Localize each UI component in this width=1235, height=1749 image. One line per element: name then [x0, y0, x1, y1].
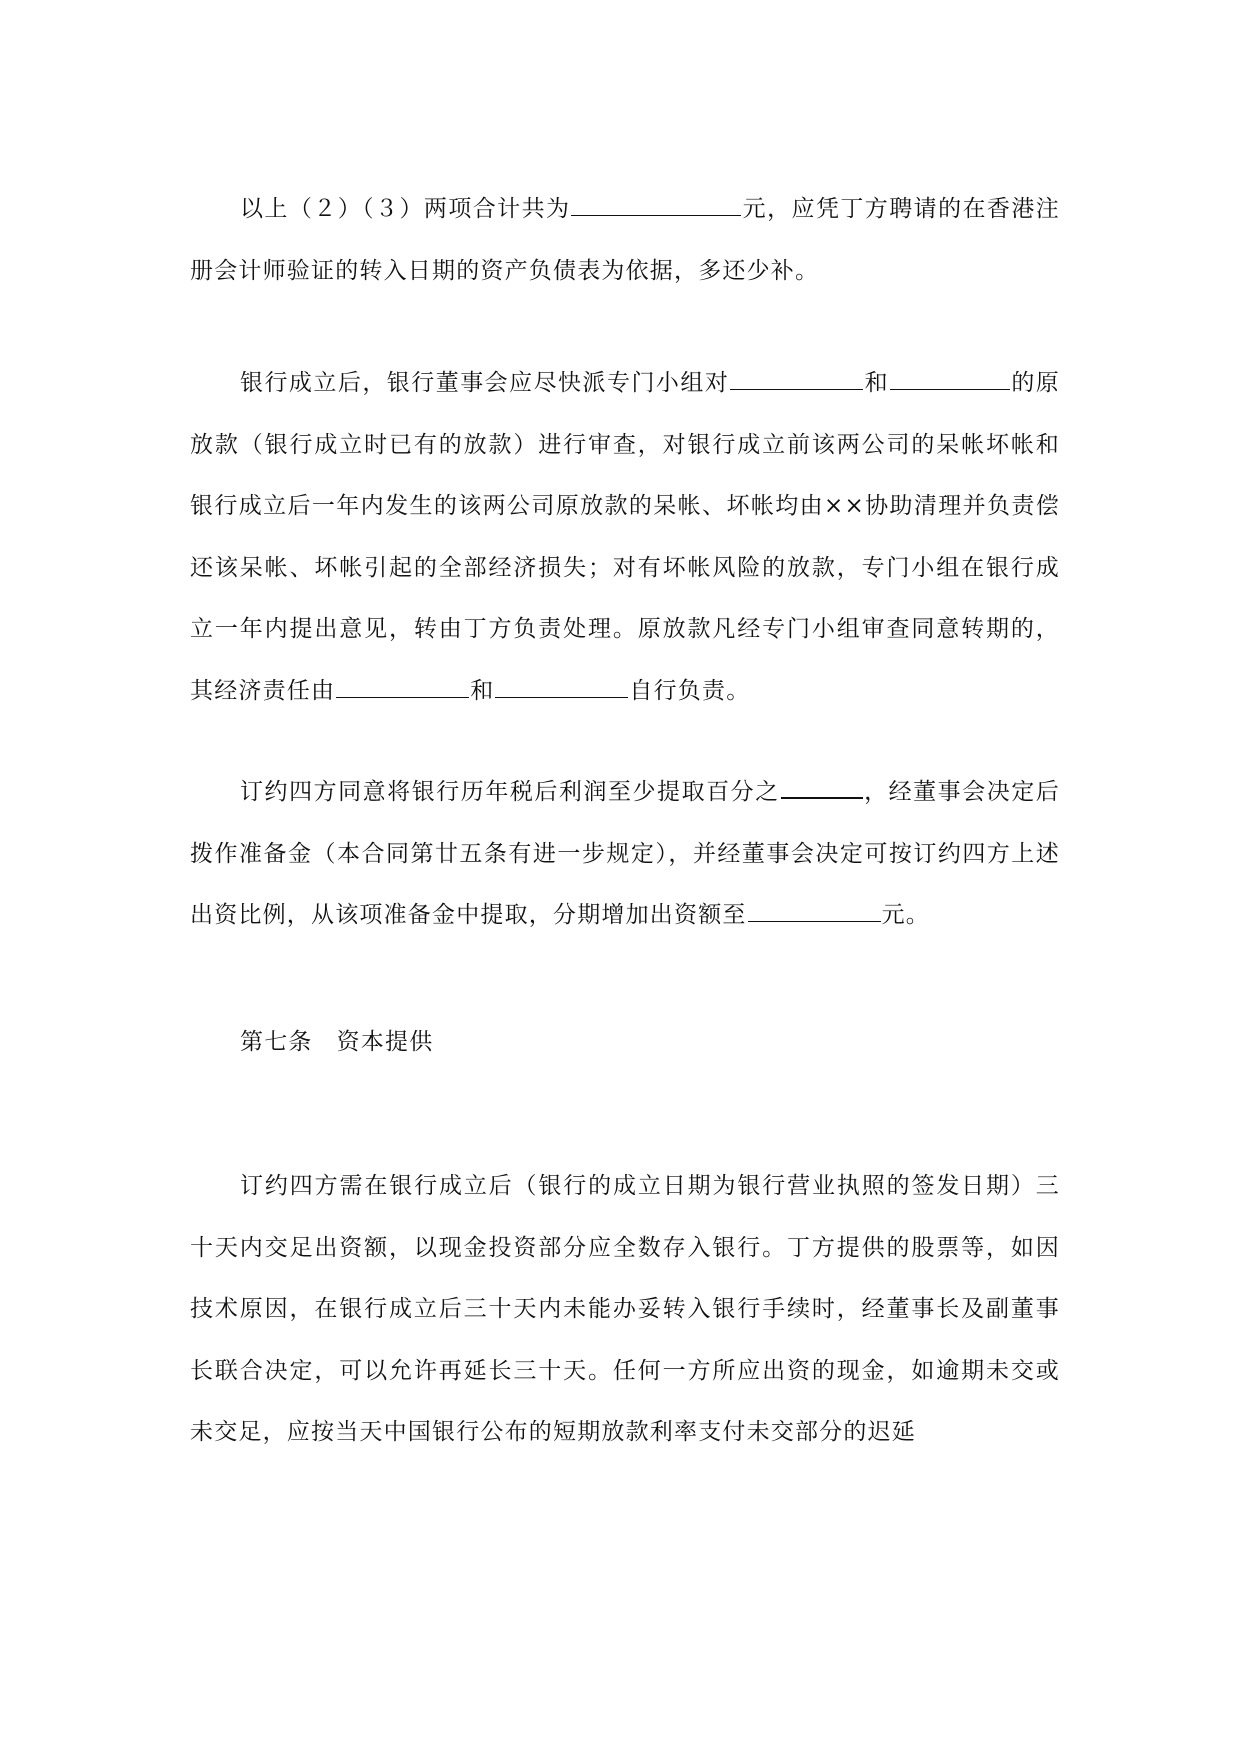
- paragraph-text: 元。: [881, 902, 931, 928]
- article-heading: [240, 1022, 433, 1062]
- paragraph-text: 订约四方同意将银行历年税后利润至少提取百分之: [240, 779, 780, 805]
- paragraph-total-amount: [190, 179, 1060, 302]
- article-title: 资本提供: [336, 1029, 434, 1055]
- paragraph-text: ，经董事会决定后拨作准备金（本合同第廿五条有进一步规定），并经董事会决定可按订约四方上述出资比例，从该项准备金中提取，分期增加出资额至: [190, 779, 1060, 928]
- amount-blank: [748, 920, 881, 922]
- paragraph-text: 和: [470, 677, 495, 704]
- paragraph-text: 的原放款（银行成立时已有的放款）进行审查，对银行成立前该两公司的呆帐坏帐和银行成立后一年内发生的该两公司原放款的呆帐、坏帐均由××协助清理并负责偿还该呆帐、坏帐引起的全部经济损失；对有坏帐风险的放款，专门小组在银行成立一年内提出意见，转由丁方负责处理。原放款凡经专门小组审查同意转期的，其经济责任由: [190, 370, 1060, 704]
- paragraph-text: 以上（２）（３）两项合计共为: [240, 196, 571, 222]
- paragraph-capital-provision: [190, 1156, 1060, 1464]
- company-blank: [890, 388, 1010, 390]
- company-blank: [495, 696, 628, 698]
- company-blank: [336, 696, 469, 698]
- percentage-blank: [781, 796, 863, 799]
- paragraph-text: 元，应凭丁方聘请的在香港注册会计师验证的转入日期的资产负债表为依据，多还少补。: [190, 196, 1060, 284]
- paragraph-loan-review: [190, 353, 1060, 722]
- amount-blank: [571, 214, 741, 216]
- paragraph-text: 订约四方需在银行成立后（银行的成立日期为银行营业执照的签发日期）三十天内交足出资额，以现金投资部分应全数存入银行。丁方提供的股票等，如因技术原因，在银行成立后三十天内未能办妥转入银行手续时，经董事长及副董事长联合决定，可以允许再延长三十天。任何一方所应出资的现金，如逾期未交或未交足，应按当天中国银行公布的短期放款利率支付未交部分的迟延: [190, 1173, 1060, 1445]
- article-number: 第七条: [240, 1029, 313, 1055]
- paragraph-text: 银行成立后，银行董事会应尽快派专门小组对: [240, 370, 730, 396]
- paragraph-reserve-fund: [190, 762, 1060, 947]
- paragraph-text: 自行负责。: [629, 677, 751, 704]
- company-blank: [730, 388, 863, 390]
- paragraph-text: 和: [864, 370, 890, 396]
